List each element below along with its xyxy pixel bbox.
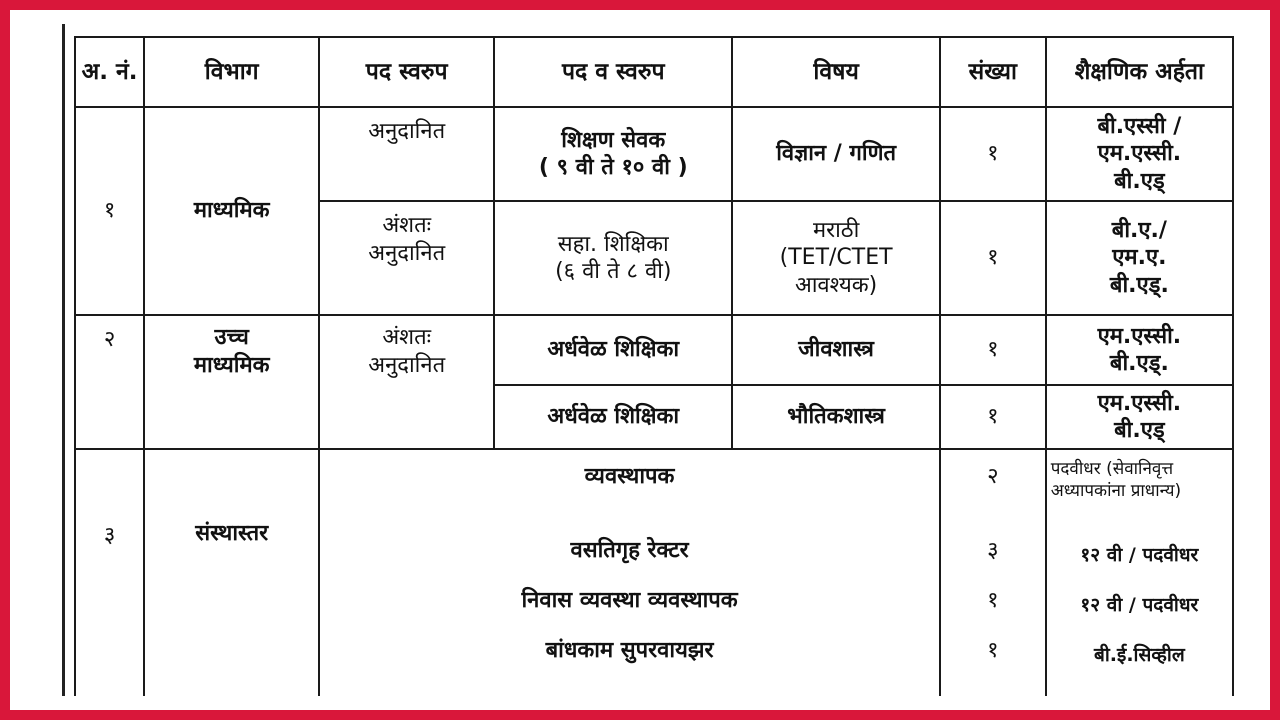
header-row [75,37,1233,107]
institution-counts-cell [940,449,1046,696]
nature-cell: अंशतः अनुदानित [319,315,494,449]
col-post-nature: पद स्वरुप [319,37,494,107]
col-count: संख्या [940,37,1046,107]
subject-cell: विज्ञान / गणित [732,107,940,201]
vacancy-table [74,36,1234,696]
department-cell: माध्यमिक [144,107,319,315]
subject-cell: मराठी (TET/CTET आवश्यक) [732,201,940,315]
sr-cell: १ [75,107,144,315]
count-manager: २ [987,464,999,489]
count-residence-manager: १ [987,588,999,613]
col-qualification: शैक्षणिक अर्हता [1046,37,1233,107]
notice-paper [54,24,1250,696]
qualification-manager: पदवीधर (सेवानिवृत्त अध्यापकांना प्राधान्य) [1050,459,1182,501]
post-hostel-rector: वसतिगृह रेक्टर [570,538,689,563]
nature-cell: अंशतः अनुदानित [319,201,494,315]
count-cell: १ [940,201,1046,315]
sr-cell: ३ [75,449,144,696]
department-cell: संस्थास्तर [144,449,319,696]
table-row [75,315,1233,385]
sr-cell: २ [75,315,144,449]
post-cell: अर्धवेळ शिक्षिका [494,315,732,385]
department-cell: उच्च माध्यमिक [144,315,319,449]
nature-cell: अनुदानित [319,107,494,201]
qualification-construction-supervisor: बी.ई.सिव्हील [1094,644,1185,666]
qualification-residence-manager: १२ वी / पदवीधर [1080,594,1199,616]
table-row [75,107,1233,201]
institution-qualifications-cell [1046,449,1233,696]
subject-cell: जीवशास्त्र [732,315,940,385]
count-cell: १ [940,107,1046,201]
post-residence-manager: निवास व्यवस्था व्यवस्थापक [521,588,738,613]
qualification-cell: एम.एस्सी. बी.एड् [1046,385,1233,449]
col-subject: विषय [732,37,940,107]
post-cell: सहा. शिक्षिका (६ वी ते ८ वी) [494,201,732,315]
count-cell: १ [940,315,1046,385]
col-sr: अ. नं. [75,37,144,107]
qualification-cell: बी.एस्सी / एम.एस्सी. बी.एड् [1046,107,1233,201]
col-department: विभाग [144,37,319,107]
table-row [75,449,1233,696]
qualification-cell: एम.एस्सी. बी.एड्. [1046,315,1233,385]
post-cell: अर्धवेळ शिक्षिका [494,385,732,449]
red-border-frame [10,10,1270,710]
post-manager: व्यवस्थापक [584,464,675,489]
col-post-and-nature: पद व स्वरुप [494,37,732,107]
qualification-hostel-rector: १२ वी / पदवीधर [1080,544,1199,566]
count-hostel-rector: ३ [987,538,999,563]
institution-posts-cell [319,449,940,696]
count-construction-supervisor: १ [987,638,999,663]
page-edge-line [62,24,65,696]
subject-cell: भौतिकशास्त्र [732,385,940,449]
post-construction-supervisor: बांधकाम सुपरवायझर [545,638,714,663]
count-cell: १ [940,385,1046,449]
post-cell: शिक्षण सेवक ( ९ वी ते १० वी ) [494,107,732,201]
qualification-cell: बी.ए./ एम.ए. बी.एड्. [1046,201,1233,315]
